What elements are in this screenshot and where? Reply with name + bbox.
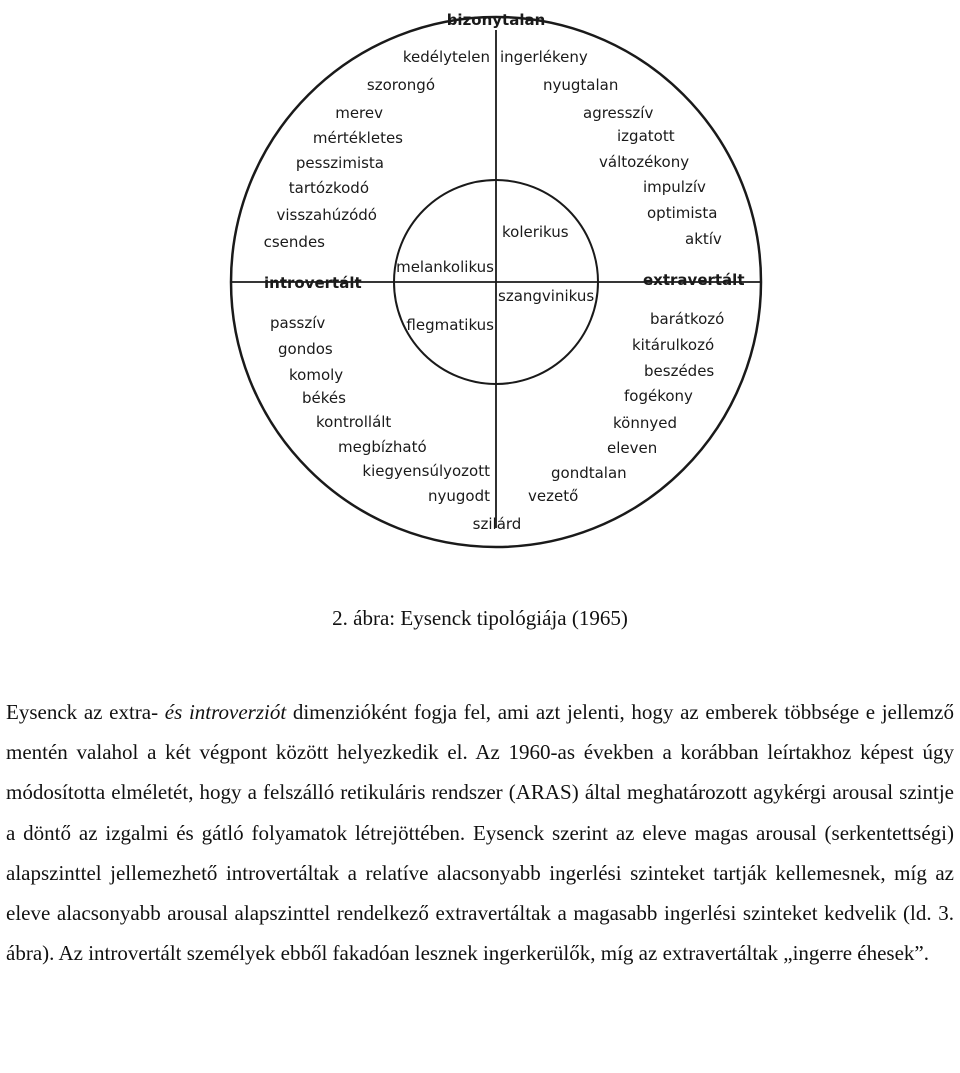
label-lower-right: könnyed [613,414,677,432]
label-upper-left: mértékletes [312,129,403,147]
label-upper-right: optimista [647,204,718,222]
paragraph-part1: Eysenck az extra- [6,700,165,724]
label-lower-left: passzív [270,314,326,332]
label-upper-right: impulzív [643,178,706,196]
paragraph-italic: és introverziót [164,700,287,724]
figure-caption: 2. ábra: Eysenck tipológiája (1965) [332,606,628,630]
temperament-kolerikus: kolerikus [502,223,569,241]
label-lower-right: gondtalan [551,464,627,482]
temperament-flegmatikus: flegmatikus [406,316,494,334]
label-upper-left: visszahúzódó [276,206,377,224]
label-lower-left: kiegyensúlyozott [362,462,490,480]
label-lower-left: nyugodt [428,487,490,505]
label-upper-right: változékony [599,153,690,171]
label-upper-left: merev [335,104,383,122]
label-bottom: szilárd [472,515,522,533]
label-upper-left: pesszimista [295,154,384,172]
label-upper-left: kedélytelen [402,48,490,66]
label-lower-right: vezető [528,487,579,505]
label-upper-right: agresszív [583,104,654,122]
label-lower-right: barátkozó [650,310,725,328]
label-upper-right: aktív [685,230,722,248]
label-lower-left: megbízható [338,438,427,456]
label-lower-right: fogékony [624,387,693,405]
label-lower-right: beszédes [644,362,715,380]
label-lower-right: kitárulkozó [632,336,715,354]
label-lower-left: komoly [289,366,344,384]
label-upper-right: nyugtalan [543,76,619,94]
label-extravertalt: extravertált [643,271,745,289]
temperament-szangvinikus: szangvinikus [498,287,595,305]
label-upper-left: szorongó [366,76,435,94]
label-lower-left: gondos [278,340,333,358]
paragraph-part2: dimenzióként fogja fel, ami azt jelenti, hogy az emberek többsége e jellemző mentén valahol a két végpont között helyezkedik el. Az 1960-as években a korábban leírtakhoz képest úgy módosította elméletét, hogy a felszálló retikuláris rendszer (ARAS) által meghatározott agykérgi arousal szintje a döntő az izgalmi és gátló folyamatok létrejöttében. Eysenck szerint az eleve magas arousal (serkentettségi) alapszinttel jellemezhető introvertáltak a relatíve alacsonyabb ingerlési szinteket tartják kellemesnek, míg az eleve alacsonyabb arousal alapszinttel rendelkező extravertáltak a magasabb ingerlési szinteket kedvelik (ld. 3. ábra). Az introvertált személyek ebből fakadóan lesznek ingerkerülők, míg az extravertáltak „ingerre éhesek”. [6,700,955,966]
label-upper-right: ingerlékeny [500,48,588,66]
label-introvertalt: introvertált [264,274,362,292]
label-upper-left: tartózkodó [288,179,369,197]
label-upper-right: izgatott [617,127,675,145]
label-top: bizonytalan [446,11,546,29]
label-upper-left: csendes [263,233,325,251]
label-lower-left: kontrollált [316,413,392,431]
temperament-melankolikus: melankolikus [396,258,494,276]
label-lower-right: eleven [607,439,658,457]
body-paragraph [6,692,954,973]
label-lower-left: békés [302,389,346,407]
